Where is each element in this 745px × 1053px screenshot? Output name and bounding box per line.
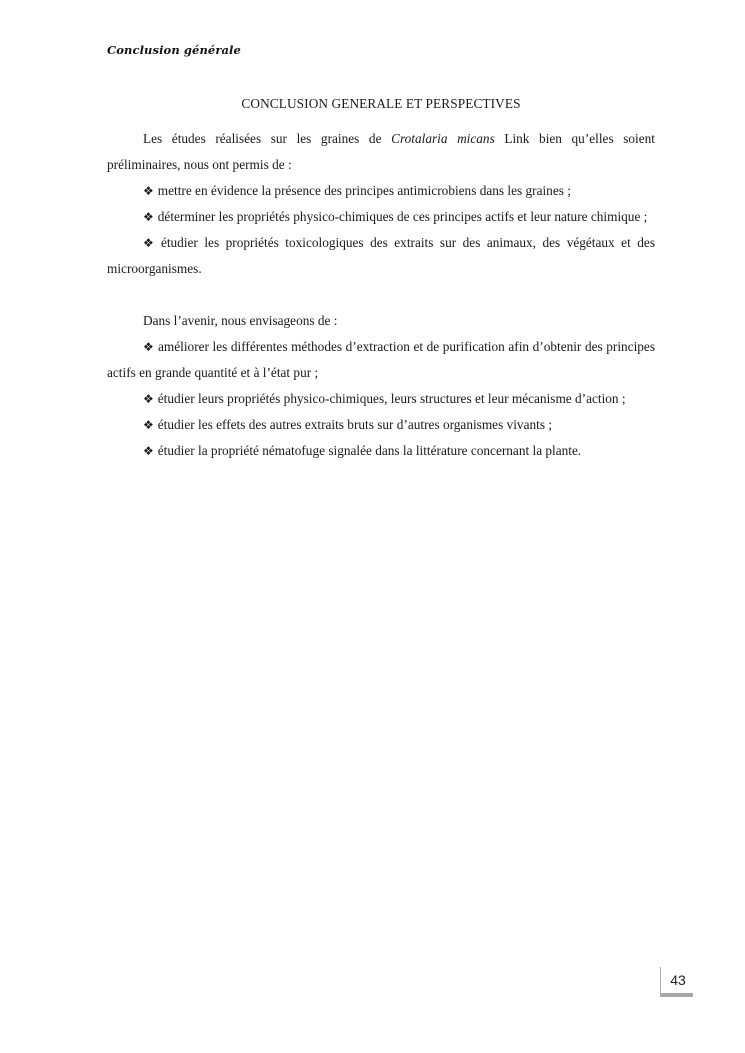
perspective-item bbox=[107, 412, 655, 438]
diamond-bullet-icon: ❖ bbox=[143, 418, 154, 432]
result-item bbox=[107, 230, 655, 282]
page-title: CONCLUSION GENERALE ET PERSPECTIVES bbox=[241, 96, 521, 111]
result-item bbox=[107, 178, 655, 204]
result-item-text: mettre en évidence la présence des principes antimicrobiens dans les graines ; bbox=[157, 183, 571, 198]
intro-text-end: Link bien qu’elles soient préliminaires, nous ont permis de : bbox=[107, 131, 655, 172]
result-item-text: déterminer les propriétés physico-chimiques de ces principes actifs et leur nature chimique ; bbox=[157, 209, 648, 224]
page-number: 43 bbox=[670, 972, 686, 988]
page-number-box bbox=[660, 967, 693, 997]
perspective-item-text: étudier la propriété nématofuge signalée dans la littérature concernant la plante. bbox=[157, 443, 582, 458]
diamond-bullet-icon: ❖ bbox=[143, 340, 155, 354]
perspective-item bbox=[107, 334, 655, 386]
diamond-bullet-icon: ❖ bbox=[143, 444, 154, 458]
perspective-item-text: améliorer les différentes méthodes d’extraction et de purification afin d’obtenir des principes actifs en grande quantité et à l’état pur ; bbox=[107, 339, 655, 380]
result-item-text: étudier les propriétés toxicologiques des extraits sur des animaux, des végétaux et des microorganismes. bbox=[107, 235, 655, 276]
intro-paragraph bbox=[107, 126, 655, 178]
document-body bbox=[107, 126, 655, 464]
running-header: Conclusion générale bbox=[107, 43, 241, 57]
diamond-bullet-icon: ❖ bbox=[143, 236, 157, 250]
species-name: Crotalaria micans bbox=[391, 131, 495, 146]
paragraph-gap bbox=[107, 282, 655, 308]
perspective-item bbox=[107, 438, 655, 464]
perspective-item-text: étudier leurs propriétés physico-chimiques, leurs structures et leur mécanisme d’action ; bbox=[157, 391, 626, 406]
result-item bbox=[107, 204, 655, 230]
diamond-bullet-icon: ❖ bbox=[143, 210, 154, 224]
perspective-item bbox=[107, 386, 655, 412]
intro-text-start: Les études réalisées sur les graines de bbox=[143, 131, 392, 146]
diamond-bullet-icon: ❖ bbox=[143, 184, 154, 198]
diamond-bullet-icon: ❖ bbox=[143, 392, 154, 406]
perspectives-intro: Dans l’avenir, nous envisageons de : bbox=[143, 313, 338, 328]
perspective-item-text: étudier les effets des autres extraits bruts sur d’autres organismes vivants ; bbox=[157, 417, 553, 432]
